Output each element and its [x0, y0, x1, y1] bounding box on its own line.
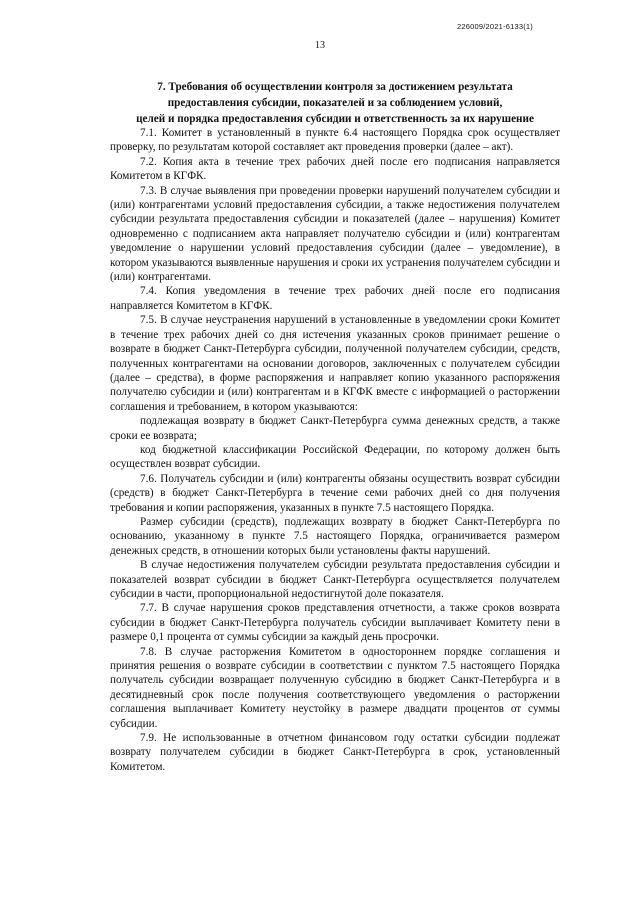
paragraph-7-5: 7.5. В случае неустранения нарушений в установленные в уведомлении сроки Комитет в течение трех рабочих дней со дня истечения указанных сроков принимает решение о возврате в бюджет Санкт-Петербурга субсидии, полученной получателем субсидии, средств, полученных контрагентами на основании договоров, заключенных с получателем субсидии (далее – средства), в форме распоряжения и направляет копию указанного распоряжения получателю субсидии и (или) контрагентам и в КГФК вместе с информацией о расторжении соглашения и требованием, в котором указываются:	[110, 314, 560, 413]
paragraph-7-6-shortfall: В случае недостижения получателем субсидии результата предоставления субсидии и показателей возврат субсидии в бюджет Санкт-Петербурга осуществляется получателем субсидии в части, пропорциональной недостигнутой доле показателя.	[110, 559, 560, 600]
document-id: 226009/2021-6133(1)	[457, 22, 533, 31]
section-title-line-3: целей и порядка предоставления субсидии и ответственность за их нарушение	[136, 113, 534, 125]
page-number: 13	[315, 40, 325, 51]
paragraph-7-1: 7.1. Комитет в установленный в пункте 6.4 настоящего Порядка срок осуществляет проверку, по результатам которой составляет акт проведения проверки (далее – акт).	[110, 127, 560, 154]
paragraph-7-4: 7.4. Копия уведомления в течение трех рабочих дней после его подписания направляется Комитетом в КГФК.	[110, 285, 560, 312]
paragraph-7-5-amount: подлежащая возврату в бюджет Санкт-Петербурга сумма денежных средств, а также сроки ее возврата;	[110, 415, 560, 442]
document-body	[110, 126, 560, 774]
paragraph-7-7: 7.7. В случае нарушения сроков представления отчетности, а также сроков возврата субсидии в бюджет Санкт-Петербурга получатель субсидии выплачивает Комитету пени в размере 0,1 процента от суммы субсидии за каждый день просрочки.	[110, 602, 560, 644]
section-title	[110, 79, 560, 127]
paragraph-7-9: 7.9. Не использованные в отчетном финансовом году остатки субсидии подлежат возврату получателем субсидии в бюджет Санкт-Петербурга в срок, установленный Комитетом.	[110, 732, 560, 773]
paragraph-7-3: 7.3. В случае выявления при проведении проверки нарушений получателем субсидии и (или) контрагентами условий предоставления субсидии, а также недостижения получателем субсидии результата предоставления субсидии и показателей (далее – нарушения) Комитет одновременно с подписанием акта направляет получателю субсидии и (или) контрагентам уведомление о нарушении условий предоставления субсидии (далее – уведомление), в котором указываются выявленные нарушения и сроки их устранения получателем субсидии и (или) контрагентами.	[110, 184, 560, 284]
paragraph-7-6: 7.6. Получатель субсидии и (или) контрагенты обязаны осуществить возврат субсидии (средств) в бюджет Санкт-Петербурга в течение семи рабочих дней со дня получения требования и копии распоряжения, указанных в пункте 7.5 настоящего Порядка.	[110, 472, 560, 514]
paragraph-7-2: 7.2. Копия акта в течение трех рабочих дней после его подписания направляется Комитетом в КГФК.	[110, 155, 560, 183]
paragraph-7-8: 7.8. В случае расторжения Комитетом в одностороннем порядке соглашения и принятия решения о возврате субсидии в соответствии с пунктом 7.5 настоящего Порядка получатель субсидии возвращает полученную субсидию в бюджет Санкт-Петербурга и в десятидневный срок после получения соответствующего уведомления о расторжении соглашения выплачивает Комитету неустойку в размере двадцати процентов от суммы субсидии.	[110, 645, 560, 730]
section-title-line-2: предоставления субсидии, показателей и за соблюдением условий,	[167, 97, 503, 109]
paragraph-7-6-size: Размер субсидии (средств), подлежащих возврату в бюджет Санкт-Петербурга по основанию, указанному в пункте 7.5 настоящего Порядка, ограничивается размером денежных средств, в отношении которых были установлены факты нарушений.	[110, 515, 560, 557]
section-title-line-1: 7. Требования об осуществлении контроля за достижением результата	[157, 81, 513, 93]
paragraph-7-5-code: код бюджетной классификации Российской Федерации, по которому должен быть осуществлен возврат субсидии.	[110, 443, 560, 471]
